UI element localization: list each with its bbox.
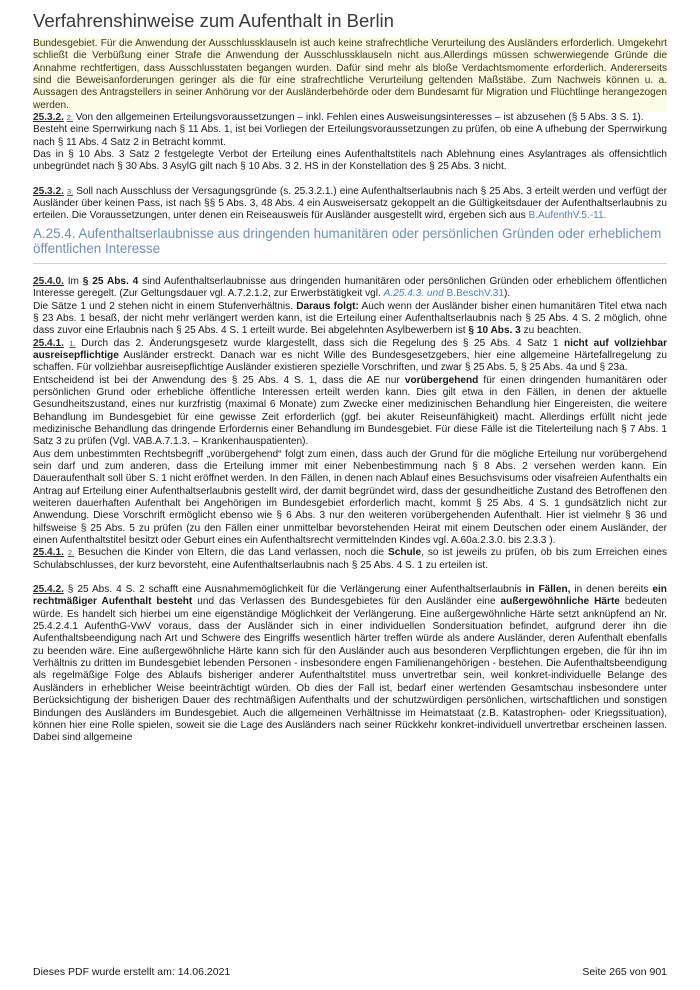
paragraph-25-4-1-2 [33,547,667,572]
section-ref-link[interactable]: 25.4.2. [33,584,64,596]
page-number: Seite 265 von 901 [582,966,667,978]
beschv-link[interactable]: B.BeschV.31 [446,288,504,300]
cross-ref-link[interactable]: A.25.4.3. und [383,288,444,300]
paragraph-text: sind Aufenthaltserlaubnisse aus dringenden humanitären oder persönlichen Gründen oder erheblichem öffentlichen Interesse geregelt. (Zur Geltungsdauer vgl. A.7.2.1.2, zur Erwerbstätigkeit vgl. [33,275,667,300]
page-header [33,9,667,39]
paragraph-text: bedeuten würde. Es handelt sich hierbei um eine eigenständige Möglichkeit der Verlängerung. Eine außergewöhnliche Härte setzt anknüpfend an Nr. 25.4.2.4.1 AufenthG-VwV voraus, dass der Ausländer sich in einer individuellen Sondersituation befindet, aufgrund derer ihn die Aufenthaltsbeendigung nach Art und Schwere des Eingriffs wesentlich härter treffen würde als andere Ausländer, deren Aufenthalt ebenfalls zu beenden wäre. Eine außergewöhnliche Härte kann sich für den Ausländer auch aus besonderen Verpflichtungen ergeben, die für ihn im Verhältnis zu dritten im Bundesgebiet lebenden Personen - insbesondere engen Familienangehörigen - bestehen. Die Aufenthaltsbeendigung als regelmäßige Folge des Ablaufs bisheriger anderer Aufenthaltstitel muss unvertretbar sein, weil konkret-individuelle Belange des Ausländers in erheblicher Weise beeinträchtigt würden. Ob dies der Fall ist, bedarf einer wertenden Gesamtschau insbesondere unter Berücksichtigung der bisherigen Dauer des rechtmäßigen Aufenthalts und der schutzwürdigen persönlichen, wirtschaftlichen und sonstigen Bindungen des Ausländers im Bundesgebiet. Auch die allgemeinen Verhältnisse im Heimatstaat (z.B. Katastrophen- oder Kriegssituation), können hier eine Rolle spielen, soweit sie die Lage des Ausländers nach seiner Rückkehr konkret-individuell unvertretbar erscheinen lassen. Dabei sind allgemeine [33,596,667,744]
section-ref-link[interactable]: 25.4.1. [33,547,64,559]
paragraph-rechtsbegriff: Aus dem unbestimmten Rechtsbegriff „vorübergehend“ folgt zum einen, dass auch der Grund für die mögliche Erteilung nur vorübergehend sein darf und zum anderen, dass die Erteilung immer mit einer Nebenbestimmung nach § 8 Abs. 2 versehen werden kann. Ein Daueraufenthalt soll über S. 1 nicht eröffnet werden. In den Fällen, in denen nach Ablauf eines Besuchsvisums oder visafreien Aufenthalts ein Antrag auf Erteilung einer Aufenthaltserlaubnis gestellt wird, der damit begründet wird, dass der gesundheitliche Zustand des Betroffenen den weiteren dauerhaften Aufenthalt bei Angehörigen im Bundesgebiet erforderlich macht, kommt § 25 Abs. 4 S. 1 gundsätzlich nicht zur Anwendung. Diese Vorschrift ermöglicht ebenso wie § 6 Abs. 3 nur den weiteren vorübergehenden Aufenthalt. Hier ist vielmehr § 36 und hilfsweise § 25 Abs. 5 zu prüfen (zu den Fällen einer unmittelbar bevorstehenden Heirat mit einem Deutschen oder einem Ausländer, der einen Aufenthaltstitel besitzt oder Geburt eines ein Aufenthaltsrecht vermittelnden Kindes vgl. A.60a.2.3.0. bis 2.3.3 ). [33,448,667,547]
subsection-number: 2. [67,548,75,558]
bold-text: außergewöhnliche Härte [500,596,620,608]
paragraph-text: Besuchen die Kinder von Eltern, die das Land verlassen, noch die [74,547,388,559]
bold-text: § 10 Abs. 3 [468,325,521,337]
paragraph-text: Auch wenn der Ausländer bisher einen humanitären Titel etwa nach § 23 Abs. 1 besaß, der nicht mehr verlängert werden kann, ist die Erteilung einer Aufenthaltserlaubnis nach § 25 Abs. 4 S. 2 möglich, ohne dass zuvor eine Erlaubnis nach § 25 Abs. 4 S. 1 erteilt wurde. Bei abgelehnten Asylbewerbern ist [33,300,667,337]
creation-date: Dieses PDF wurde erstellt am: 14.06.2021 [33,966,231,978]
section-ref-link[interactable]: 25.4.1. [33,337,64,349]
paragraph-text: ). [503,288,511,300]
bold-text: § 25 Abs. 4 [82,275,139,287]
document-body [33,38,667,745]
intro-paragraph: Bundesgebiet. Für die Anwendung der Ausschlussklauseln ist auch keine strafrechtliche Verurteilung des Ausländers erforderlich. Umgekehrt schließt die Verbüßung einer Strafe die Anwendung der Ausschlussklauseln nicht aus.Allerdings müssen schwerwiegende Gründe die Annahme rechtfertigen, dass Ausschlusstaten begangen wurden. Dafür sind mehr als bloße Verdachtsmomente erforderlich. Andererseits sind die Beweisanforderungen geringer als die für eine strafrechtliche Verurteilung geltenden Maßstäbe. Zum Nachweis können u. a. Aussagen des Antragstellers in seiner Anhörung vor der Ausländerbehörde oder dem Bundesamt für Migration und Flüchtlinge herangezogen werden. [33,38,667,111]
subsection-number: 2. [66,113,73,123]
paragraph-25-3-2-3 [33,186,667,223]
paragraph-text: Ausländer erstreckt. Danach war es nicht Wille des Bundesgesetzgebers, hier eine allgemeine Härtefallregelung zu schaffen. Für vollziehbar ausreisepflichtige Ausländer existieren spezielle Vorschriften, und zwar § 25 Abs. 5, § 25 Abs. 4a und § 23a. [33,349,667,374]
paragraph-text: , so ist jeweils zu prüfen, ob bis zum Erreichen eines Schulabschlusses, der kurz bevorsteht, eine Aufenthaltserlaubnis nach § 25 Abs. 4 S. 1 zu erteilen ist. [33,547,668,571]
section-ref-link[interactable]: 25.3.2. [33,185,64,197]
paragraph-text: Entscheidend ist bei der Anwendung des § 25 Abs. 4 S. 1, dass die AE nur [33,374,405,386]
section-divider [33,263,667,264]
paragraph-25-4-1-1 [33,338,667,375]
bold-text: in Fällen, [525,584,571,596]
page-title: Verfahrenshinweise zum Aufenthalt in Berlin [33,10,394,31]
paragraph-text: Im [63,275,83,287]
paragraph-25-4-2 [33,584,667,744]
paragraph-25-4-0 [33,276,667,301]
paragraph-text: Soll nach Ausschluss der Versagungsgründe (s. 25.3.2.1.) eine Aufenthaltserlaubnis nach § 25 Abs. 3 erteilt werden und verfügt der Ausländer über keinen Pass, ist nach §§ 5 Abs. 3, 48 Abs. 4 ein Ausweisersatz gekoppelt an die Gültigkeitsdauer der Aufenthaltserlaubnis zu erteilen. Die Voraussetzungen, unter denen ein Reiseausweis für Ausländer ausgestellt wird, ergeben sich aus [33,185,668,222]
subsection-number: 1. [69,338,76,348]
section-heading: A.25.4. Aufenthaltserlaubnisse aus dringenden humanitären oder persönlichen Gründen oder erheblichem öffentlichen Interesse [33,225,662,257]
paragraph-25-3-2-2 [33,112,667,124]
bold-text: nicht auf vollziehbar ausreisepflichtige [33,337,667,361]
bold-text: Daraus folgt: [296,300,359,312]
paragraph-text: für einen dringenden humanitären oder persönlichen Grund oder erhebliche öffentliche Interessen erteilt werden kann. Dies gilt etwa in den Fällen, in denen der aktuelle Gesundheitszustand, eines nur kurzfristig (maximal 6 Monate) zum Zwecke einer medizinischen Behandlung hier Eingereisten, die weitere Behandlung im Bundesgebiet für eine gewisse Zeit erforderlich (ggf. bei akuter Reiseunfähigkeit) macht. Allerdings erfüllt nicht jede medizinische Behandlung das dringende Erfordernis einer Behandlung im Bundesgebiet. Für diese Fälle ist die Titelerteilung nach § 7 Abs. 1 Satz 3 zu prüfen (Vgl. VAB.A.7.1.3. – Krankenhauspatienten). [33,374,668,448]
paragraph-text: zu beachten. [520,325,582,337]
section-ref-link[interactable]: 25.4.0. [33,275,64,287]
aufenthv-link[interactable]: B.AufenthV.5.-11. [528,210,607,222]
paragraph-entscheidend [33,375,667,449]
paragraph-text: in denen bereits [570,584,653,596]
bold-text: vorübergehend [404,374,479,386]
paragraph-verbot: Das in § 10 Abs. 3 Satz 2 festgelegte Verbot der Erteilung eines Aufenthaltstitels nach Ablehnung eines Asylantrages als offensichtlich unbegründet nach § 30 Abs. 3 AsylG gilt nach § 10 Abs. 3 2. HS in der Konstellation des § 25 Abs. 3 nicht. [33,149,667,173]
paragraph-text: Durch das 2. Änderungsgesetz wurde klargestellt, dass sich die Regelung des § 25 Abs. 4 Satz 1 [75,337,564,349]
bold-text: ein rechtmäßiger Aufenthalt besteht [33,584,667,608]
section-ref-link[interactable]: 25.3.2. [33,112,64,124]
paragraph-text: Von den allgemeinen Erteilungsvoraussetzungen – inkl. Fehlen eines Ausweisungsinteresses – ist abzusehen (§ 5 Abs. 3 S. 1). [72,112,644,124]
subsection-number: 3. [66,186,74,196]
paragraph-saetze [33,301,667,338]
bold-text: Schule [387,547,422,559]
paragraph-text: Die Sätze 1 und 2 stehen nicht in einem Stufenverhältnis. [33,300,297,312]
paragraph-sperrwirkung: Besteht eine Sperrwirkung nach § 11 Abs. 1, ist bei Vorliegen der Erteilungsvoraussetzungen zu prüfen, ob eine A ufhebung der Sperrwirkung nach § 11 Abs. 4 Satz 2 in Betracht kommt. [33,124,667,148]
paragraph-text: und das Verlassen des Bundesgebietes für den Ausländer eine [192,596,501,608]
paragraph-text: § 25 Abs. 4 S. 2 schafft eine Ausnahmemöglichkeit für die Verlängerung einer Aufenthaltserlaubnis [63,584,526,596]
